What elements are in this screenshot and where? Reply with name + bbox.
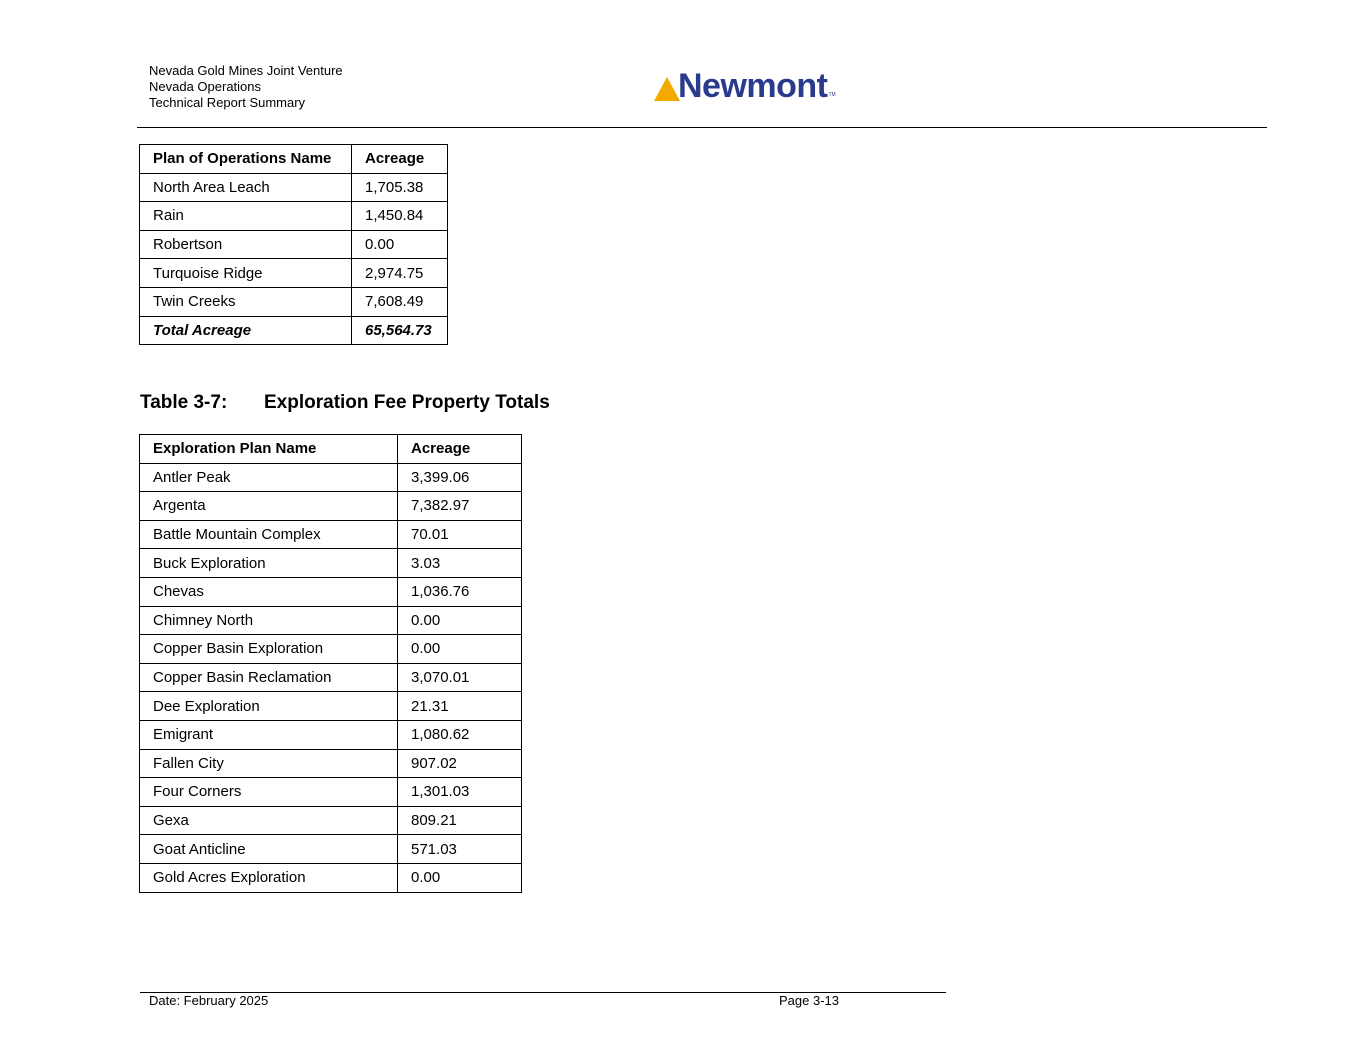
acreage-cell: 1,705.38 [352,173,448,202]
table-caption-number: Table 3-7: [140,392,228,413]
name-cell: Twin Creeks [140,287,352,316]
name-cell: Fallen City [140,749,398,778]
table-row [140,635,522,664]
exploration-fee-table [139,434,522,893]
table-header-row [140,435,522,464]
name-cell: Four Corners [140,778,398,807]
logo-trademark: TM [828,92,836,98]
acreage-cell: 907.02 [398,749,522,778]
table-row [140,835,522,864]
acreage-cell: 3.03 [398,549,522,578]
acreage-cell: 0.00 [398,863,522,892]
table-row [140,287,448,316]
acreage-cell: 2,974.75 [352,259,448,288]
header-line-operations: Nevada Operations [149,79,262,94]
acreage-cell: 7,382.97 [398,492,522,521]
acreage-cell: 809.21 [398,806,522,835]
plan-of-operations-table [139,144,448,345]
table-row [140,778,522,807]
name-cell: Emigrant [140,720,398,749]
table-row [140,230,448,259]
name-cell: Battle Mountain Complex [140,520,398,549]
column-header-acreage: Acreage [398,435,522,464]
acreage-cell: 1,450.84 [352,202,448,231]
column-header-acreage: Acreage [352,145,448,174]
name-cell: Buck Exploration [140,549,398,578]
table-row [140,663,522,692]
table-row [140,463,522,492]
table-header-row [140,145,448,174]
name-cell: Dee Exploration [140,692,398,721]
table-row [140,492,522,521]
footer-page-number: Page 3-13 [779,993,839,1008]
acreage-cell: 0.00 [398,635,522,664]
name-cell: Gexa [140,806,398,835]
document-header [149,63,343,111]
name-cell: Gold Acres Exploration [140,863,398,892]
table-row [140,259,448,288]
name-cell: North Area Leach [140,173,352,202]
header-divider [137,127,1267,128]
name-cell: Antler Peak [140,463,398,492]
acreage-cell: 1,301.03 [398,778,522,807]
table-row [140,720,522,749]
name-cell: Argenta [140,492,398,521]
total-row [140,316,448,345]
table-row [140,577,522,606]
total-value: 65,564.73 [352,316,448,345]
name-cell: Rain [140,202,352,231]
name-cell: Turquoise Ridge [140,259,352,288]
table-caption [140,392,550,414]
name-cell: Copper Basin Reclamation [140,663,398,692]
table-row [140,173,448,202]
total-label: Total Acreage [140,316,352,345]
logo-wordmark: Newmont [678,67,828,105]
acreage-cell: 70.01 [398,520,522,549]
column-header-name: Plan of Operations Name [140,145,352,174]
table-row [140,549,522,578]
table-row [140,202,448,231]
acreage-cell: 0.00 [398,606,522,635]
table-row [140,863,522,892]
name-cell: Robertson [140,230,352,259]
footer-date: Date: February 2025 [149,993,269,1008]
acreage-cell: 1,080.62 [398,720,522,749]
name-cell: Chevas [140,577,398,606]
name-cell: Chimney North [140,606,398,635]
column-header-name: Exploration Plan Name [140,435,398,464]
acreage-cell: 3,399.06 [398,463,522,492]
acreage-cell: 3,070.01 [398,663,522,692]
table-row [140,606,522,635]
name-cell: Goat Anticline [140,835,398,864]
table-caption-title: Exploration Fee Property Totals [264,392,550,413]
acreage-cell: 21.31 [398,692,522,721]
table-row [140,692,522,721]
name-cell: Copper Basin Exploration [140,635,398,664]
header-line-company: Nevada Gold Mines Joint Venture [149,63,343,78]
table-row [140,749,522,778]
acreage-cell: 1,036.76 [398,577,522,606]
acreage-cell: 7,608.49 [352,287,448,316]
acreage-cell: 571.03 [398,835,522,864]
table-row [140,806,522,835]
header-line-report: Technical Report Summary [149,95,306,110]
acreage-cell: 0.00 [352,230,448,259]
logo-mountain-icon [654,71,680,101]
newmont-logo [654,66,836,106]
table-row [140,520,522,549]
